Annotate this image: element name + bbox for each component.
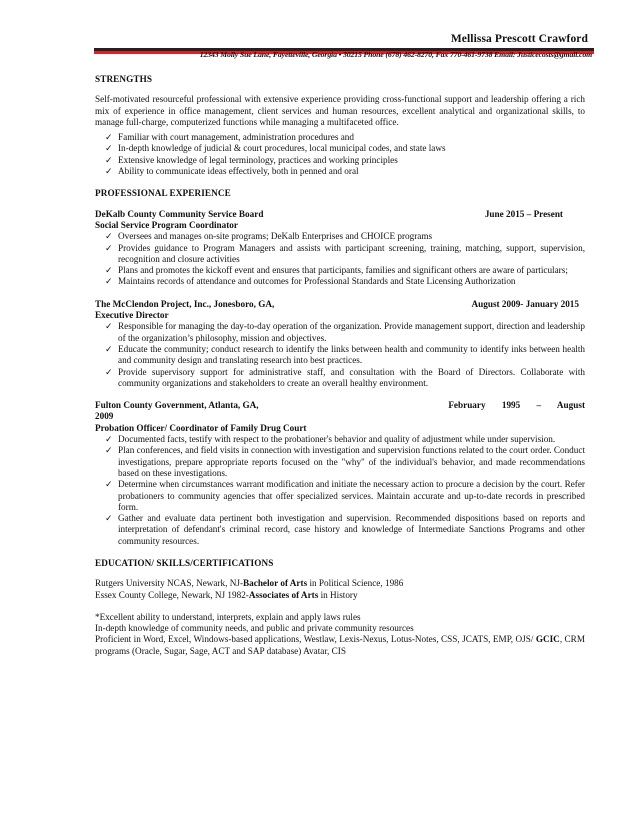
education-item: Rutgers University NCAS, Newark, NJ-Bachelor of Arts in Political Science, 1986 [95, 578, 404, 589]
strengths-summary: Self-motivated resourceful professional with extensive experience providing cross-functional support and leadership offering a rich mix of experience in office management, client services and human resources, excellent analytical and organizational skills, to manage full-charge, computerized functions while managing a multifaceted office. [95, 94, 585, 127]
check-icon: ✓ [105, 479, 113, 490]
list-item: ✓ Plans and promotes the kickoff event and ensures that participants, families and significant others are aware of particulars; [105, 265, 568, 276]
list-item: ✓ Provides guidance to Program Managers and assists with participant screening, training, matching, support, supervision, recognition and closure activities [105, 242, 585, 264]
list-item: ✓ Provide supervisory support for administrative staff, and consultation with the Board of Directors. Collaborate with community organizations and stakeholders to create an overall healthy environment. [105, 366, 585, 388]
check-icon: ✓ [105, 366, 113, 377]
contact-line: 12343 Molly Sue Lane, Fayetteville, Georgia • 30215 Phone (678) 462-8270, Fax 770-461-9738 Email: Justicecosts@gmail.com [199, 50, 592, 59]
job-organization: The McClendon Project, Inc., Jonesboro, GA, [95, 298, 275, 309]
list-item: ✓ Extensive knowledge of legal terminology, practices and working principles [105, 154, 398, 165]
list-item: ✓ Educate the community; conduct research to identify the links between health and community to identify inks between health and community design and translating research into best practices. [105, 343, 585, 366]
section-heading-education: EDUCATION/ SKILLS/CERTIFICATIONS [95, 557, 274, 568]
check-icon: ✓ [105, 242, 113, 253]
job-title: Probation Officer/ Coordinator of Family Drug Court [95, 422, 307, 433]
education-item: Essex County College, Newark, NJ 1982-Associates of Arts in History [95, 589, 358, 600]
list-item: ✓ Gather and evaluate data pertinent both investigation and supervision. Recommended dispositions based on reports and interpretation of defendant's criminal record, case history and knowledge of Intermediate Sanctions Programs and other community resources. [105, 513, 585, 546]
list-item: ✓ Determine when circumstances warrant modification and initiate the necessary action to procure a decision by the court. Refer probationers to community agencies that offer specialized services. Maintain accurate and up-to-date records in prescribed form. [105, 479, 585, 512]
check-icon: ✓ [105, 265, 113, 276]
skills-block [95, 612, 585, 657]
job-dates: June 2015 – Present [484, 208, 563, 219]
list-item: ✓ In-depth knowledge of judicial & court procedures, local municipal codes, and state laws [105, 143, 446, 154]
check-icon: ✓ [105, 132, 113, 143]
list-item: ✓ Plan conferences, and field visits in connection with investigation and supervision functions related to the court order. Conduct investigations, prepare appropriate reports focused on the "why" of the individual's behavior, and made recommendations based on these investigations. [105, 445, 585, 478]
education-list [95, 578, 585, 601]
section-heading-strengths: STRENGTHS [95, 74, 153, 84]
job-dates: February 1995 – August [448, 400, 585, 411]
job-title: Social Service Program Coordinator [95, 219, 238, 230]
job-organization: DeKalb County Community Service Board [95, 208, 264, 219]
resume-body [95, 74, 585, 657]
list-item: ✓ Familiar with court management, administration procedures and [105, 132, 354, 143]
check-icon: ✓ [105, 321, 113, 332]
job-dates: August 2009- January 2015 [471, 298, 579, 309]
job-title: Executive Director [95, 310, 169, 321]
section-heading-experience: PROFESSIONAL EXPERIENCE [95, 188, 231, 199]
strengths-list [95, 132, 585, 177]
job-duties [95, 434, 585, 547]
check-icon: ✓ [105, 154, 113, 165]
check-icon: ✓ [105, 434, 113, 445]
list-item: ✓ Responsible for managing the day-to-day operation of the organization. Provide management support, direction and leadership of the organization’s philosophy, mission and objectives. [105, 321, 585, 343]
check-icon: ✓ [105, 513, 113, 524]
job-duties [95, 231, 585, 287]
job-entry-fulton [95, 400, 585, 547]
applicant-name: Mellissa Prescott Crawford [450, 33, 588, 45]
check-icon: ✓ [105, 231, 113, 242]
job-entry-dekalb [95, 209, 585, 288]
list-item: ✓ Oversees and manages on-site programs; DeKalb Enterprises and CHOICE programs [105, 231, 433, 242]
check-icon: ✓ [105, 276, 113, 287]
check-icon: ✓ [105, 445, 113, 456]
job-dates-continued: 2009 [95, 411, 114, 422]
check-icon: ✓ [105, 343, 113, 354]
list-item: ✓ Documented facts, testify with respect to the probationer's behavior and quality of adjustment while under supervision. [105, 434, 556, 445]
skills-line: In-depth knowledge of community needs, and public and private community resources [95, 623, 414, 634]
check-icon: ✓ [105, 143, 113, 154]
check-icon: ✓ [105, 166, 113, 177]
job-duties [95, 321, 585, 389]
skills-line: Proficient in Word, Excel, Windows-based applications, Westlaw, Lexis-Nexus, Lotus-Notes, CSS, JCATS, EMP, OJS/ GCIC, CRM programs (Oracle, Sugar, Sage, ACT and SAP database) Avatar, CIS [95, 634, 585, 656]
job-entry-mcclendon [95, 299, 585, 389]
list-item: ✓ Maintains records of attendance and outcomes for Professional Standards and State Licensing Authorization [105, 276, 516, 287]
skills-line: *Excellent ability to understand, interprets, explain and apply laws rules [95, 611, 361, 622]
job-organization: Fulton County Government, Atlanta, GA, [95, 400, 259, 411]
list-item: ✓ Ability to communicate ideas effectively, both in penned and oral [105, 166, 359, 177]
